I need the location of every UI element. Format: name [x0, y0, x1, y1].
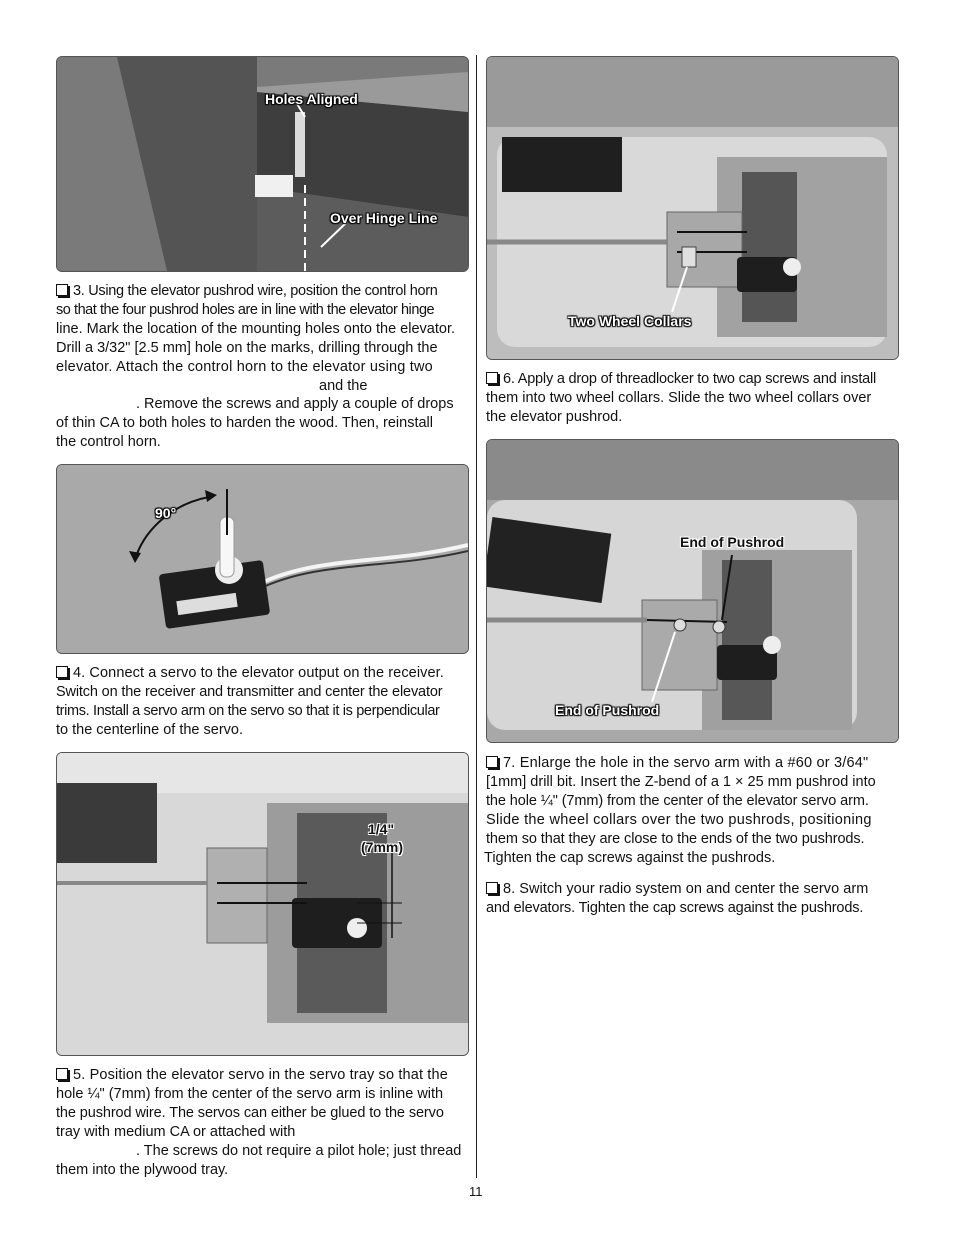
step-7-line-1: 7. Enlarge the hole in the servo arm with a #60 or 3/64" — [503, 755, 869, 771]
step-6-line-1: 6. Apply a drop of threadlocker to two cap screws and install — [503, 371, 877, 387]
step-7-line-4: Slide the wheel collars over the two pushrods, positioning — [486, 811, 872, 828]
step-5-line-3: the pushrod wire. The servos can either be glued to the servo — [56, 1104, 444, 1121]
checkbox-step-3[interactable] — [56, 284, 68, 296]
step-6-text — [486, 370, 898, 427]
step-3-line-2: so that the four pushrod holes are in line with the elevator hinge — [56, 301, 435, 318]
step-5-line-1: 5. Position the elevator servo in the servo tray so that the — [73, 1067, 448, 1083]
step-3-line-6: and the — [319, 377, 368, 394]
step-3-line-5: elevator. Attach the control horn to the elevator using two — [56, 358, 433, 375]
step-4-line-1: 4. Connect a servo to the elevator output on the receiver. — [73, 665, 444, 681]
step-7-line-3: the hole ¼" (7mm) from the center of the elevator servo arm. — [486, 792, 869, 809]
step-3-text — [56, 282, 468, 452]
callout-quarter-inch: 1/4" — [368, 821, 395, 837]
photo-control-horn-alignment — [56, 56, 469, 272]
step-3-line-1: 3. Using the elevator pushrod wire, position the control horn — [73, 283, 438, 299]
photo-two-wheel-collars — [486, 56, 899, 360]
step-7-line-6: Tighten the cap screws against the pushrods. — [484, 849, 776, 866]
servo-illustration — [57, 465, 468, 653]
servo-tray-illustration — [57, 753, 468, 1055]
callout-end-of-pushrod-bottom: End of Pushrod — [555, 702, 660, 718]
step-7-text — [486, 754, 900, 867]
step-3-line-7: . Remove the screws and apply a couple of drops — [136, 396, 454, 413]
step-5-text — [56, 1066, 468, 1179]
checkbox-step-5[interactable] — [56, 1068, 68, 1080]
callout-7mm: (7mm) — [361, 839, 404, 855]
checkbox-step-8[interactable] — [486, 882, 498, 894]
step-5-line-5: . The screws do not require a pilot hole; just thread — [136, 1142, 462, 1159]
step-8-line-1: 8. Switch your radio system on and center the servo arm — [503, 881, 869, 897]
step-4-text — [56, 664, 468, 740]
pushrod-ends-illustration — [487, 440, 898, 742]
step-7-line-5: them so that they are close to the ends of the two pushrods. — [486, 830, 865, 847]
step-6-line-2: them into two wheel collars. Slide the two wheel collars over — [486, 389, 872, 406]
photo-servo-perpendicular-arm — [56, 464, 469, 654]
column-divider — [476, 55, 477, 1178]
step-8-text — [486, 880, 900, 918]
step-3-line-8: of thin CA to both holes to harden the wood. Then, reinstall — [56, 415, 433, 432]
photo-servo-in-tray — [56, 752, 469, 1056]
checkbox-step-6[interactable] — [486, 372, 498, 384]
callout-90-degrees: 90° — [155, 505, 177, 521]
callout-holes-aligned: Holes Aligned — [265, 91, 358, 107]
checkbox-step-4[interactable] — [56, 666, 68, 678]
step-8-line-2: and elevators. Tighten the cap screws against the pushrods. — [486, 899, 864, 916]
callout-two-wheel-collars: Two Wheel Collars — [568, 313, 692, 329]
checkbox-step-7[interactable] — [486, 756, 498, 768]
step-5-line-4: tray with medium CA or attached with — [56, 1123, 296, 1140]
step-4-line-4: to the centerline of the servo. — [56, 721, 243, 738]
control-horn-illustration — [57, 57, 468, 271]
step-4-line-3: trims. Install a servo arm on the servo so that it is perpendicular — [56, 702, 440, 719]
photo-end-of-pushrods — [486, 439, 899, 743]
page-number: 11 — [469, 1184, 483, 1199]
step-3-line-3: line. Mark the location of the mounting holes onto the elevator. — [56, 320, 455, 337]
step-7-line-2: [1mm] drill bit. Insert the Z-bend of a 1 × 25 mm pushrod into — [486, 773, 876, 790]
step-3-line-9: the control horn. — [56, 434, 161, 451]
step-4-line-2: Switch on the receiver and transmitter and center the elevator — [56, 683, 443, 700]
step-6-line-3: the elevator pushrod. — [486, 408, 623, 425]
step-5-line-2: hole ¼" (7mm) from the center of the servo arm is inline with — [56, 1085, 444, 1102]
wheel-collars-illustration — [487, 57, 898, 359]
callout-end-of-pushrod-top: End of Pushrod — [680, 534, 785, 550]
step-3-line-4: Drill a 3/32" [2.5 mm] hole on the marks, drilling through the — [56, 339, 438, 356]
step-5-line-6: them into the plywood tray. — [56, 1161, 229, 1178]
callout-over-hinge-line: Over Hinge Line — [330, 210, 438, 226]
